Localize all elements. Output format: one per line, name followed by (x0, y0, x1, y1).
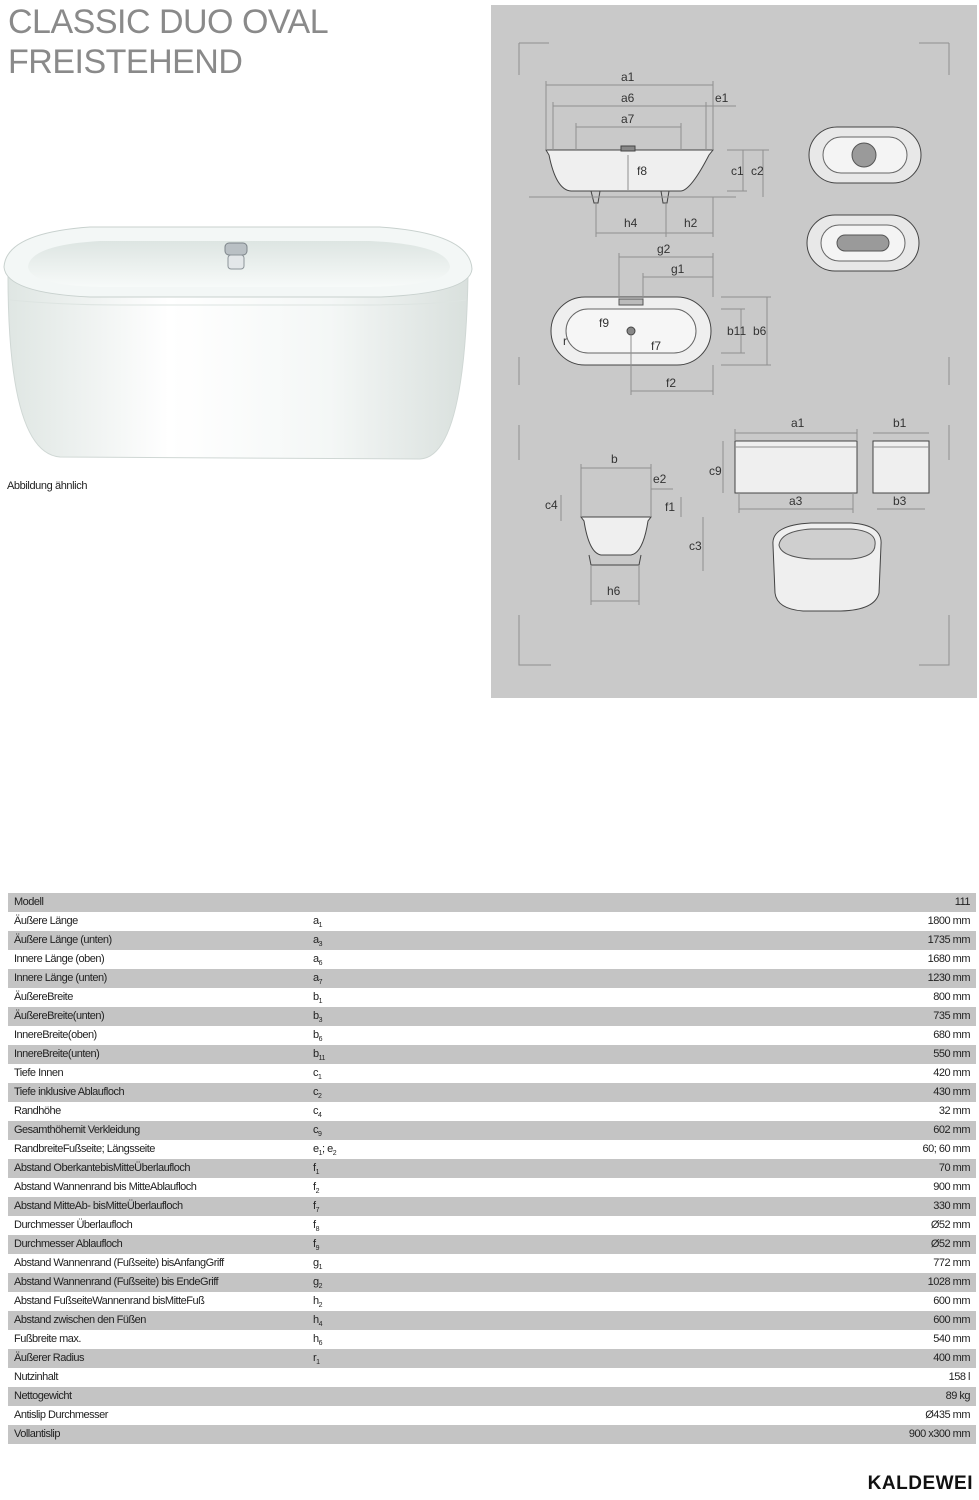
spec-label: Modell (14, 896, 44, 908)
spec-symbol-index-2: 2 (332, 1150, 337, 1158)
spec-symbol (313, 1333, 322, 1347)
spec-row (8, 950, 976, 969)
spec-value: 1230 mm (927, 972, 970, 984)
spec-symbol-index: 1 (318, 1150, 323, 1158)
spec-value: 430 mm (933, 1086, 970, 1098)
spec-symbol-letter: c (313, 1105, 318, 1117)
spec-row (8, 1121, 976, 1140)
spec-row (8, 988, 976, 1007)
spec-value: 800 mm (933, 991, 970, 1003)
spec-row (8, 1045, 976, 1064)
product-title-line1: CLASSIC DUO OVAL (8, 3, 329, 41)
spec-label: Randhöhe (14, 1105, 61, 1117)
spec-label: Nutzinhalt (14, 1371, 58, 1383)
spec-symbol (313, 1181, 319, 1195)
label-c9: c9 (709, 464, 722, 478)
label-f8: f8 (637, 164, 648, 178)
spec-symbol-index: 11 (318, 1055, 325, 1063)
spec-label: Abstand FußseiteWannenrand bisMitteFuß (14, 1295, 205, 1307)
spec-value: 111 (954, 896, 970, 908)
spec-value: 900 mm (933, 1181, 970, 1193)
spec-value: 330 mm (933, 1200, 970, 1212)
spec-label: Innere Länge (unten) (14, 972, 107, 984)
spec-row (8, 1216, 976, 1235)
spec-symbol-index: 9 (318, 1131, 322, 1139)
spec-symbol-index: 2 (315, 1188, 319, 1196)
spec-value: 420 mm (933, 1067, 970, 1079)
label-h6: h6 (607, 584, 621, 598)
spec-row (8, 1235, 976, 1254)
label-g2: g2 (657, 242, 671, 256)
spec-row (8, 1330, 976, 1349)
label-b11: b11 (727, 324, 747, 338)
spec-value: 1800 mm (927, 915, 970, 927)
spec-symbol-index: 1 (316, 1359, 320, 1367)
label-c1: c1 (731, 164, 744, 178)
spec-symbol-letter: c (313, 1067, 318, 1079)
spec-symbol (313, 991, 322, 1005)
spec-row (8, 931, 976, 950)
label-a1-elevation: a1 (791, 416, 805, 430)
spec-symbol (313, 1124, 321, 1138)
label-a3: a3 (789, 494, 803, 508)
spec-label: Abstand MitteAb- bisMitteÜberlaufloch (14, 1200, 183, 1212)
spec-row (8, 1368, 976, 1387)
spec-value: Ø52 mm (930, 1238, 970, 1250)
spec-symbol-index: 1 (318, 1074, 322, 1082)
spec-value: 89 kg (945, 1390, 970, 1402)
image-caption: Abbildung ähnlich (7, 480, 88, 492)
spec-symbol-letter: f (313, 1162, 316, 1174)
spec-symbol-letter: f (313, 1181, 316, 1193)
spec-symbol-letter: c (313, 1124, 318, 1136)
spec-row (8, 1273, 976, 1292)
spec-row (8, 1083, 976, 1102)
spec-symbol-index: 6 (318, 1036, 323, 1044)
spec-symbol (313, 915, 322, 929)
label-e2: e2 (653, 472, 667, 486)
spec-label: InnereBreite(unten) (14, 1048, 100, 1060)
label-c2: c2 (751, 164, 764, 178)
spec-symbol-index: 4 (318, 1112, 322, 1120)
spec-value: 550 mm (933, 1048, 970, 1060)
spec-symbol (313, 1105, 321, 1119)
product-title (8, 2, 328, 82)
spec-symbol-index: 3 (318, 941, 323, 949)
spec-symbol-letter: f (313, 1200, 316, 1212)
label-f9: f9 (599, 316, 610, 330)
spec-label: RandbreiteFußseite; Längsseite (14, 1143, 155, 1155)
spec-symbol-letter: a (313, 972, 319, 984)
spec-row (8, 969, 976, 988)
spec-label: ÄußereBreite (14, 991, 73, 1003)
technical-drawing-panel (491, 5, 977, 698)
spec-symbol-index: 9 (315, 1245, 319, 1253)
spec-symbol (313, 1067, 321, 1081)
spec-symbol-index: 8 (315, 1226, 319, 1234)
spec-symbol-letter: e (313, 1143, 319, 1155)
spec-row (8, 1102, 976, 1121)
spec-symbol-letter: b (313, 991, 319, 1003)
spec-value: 540 mm (933, 1333, 970, 1345)
spec-row (8, 1254, 976, 1273)
spec-label: Äußere Länge (unten) (14, 934, 112, 946)
spec-label: ÄußereBreite(unten) (14, 1010, 105, 1022)
spec-label: Durchmesser Ablaufloch (14, 1238, 123, 1250)
spec-label: Vollantislip (14, 1428, 60, 1440)
spec-symbol (313, 1010, 322, 1024)
spec-value: 602 mm (933, 1124, 970, 1136)
spec-symbol-index: 1 (318, 922, 323, 930)
spec-value: 1028 mm (927, 1276, 970, 1288)
spec-symbol-index: 3 (318, 1017, 323, 1025)
spec-symbol-index: 1 (318, 1264, 323, 1272)
spec-symbol-letter: a (313, 934, 319, 946)
brand-logo: KALDEWEI (867, 1473, 973, 1494)
spec-row (8, 1311, 976, 1330)
label-a7: a7 (621, 112, 635, 126)
label-g1: g1 (671, 262, 685, 276)
label-b3: b3 (893, 494, 907, 508)
spec-symbol-letter: h (313, 1295, 319, 1307)
spec-label: Abstand zwischen den Füßen (14, 1314, 146, 1326)
label-a1: a1 (621, 70, 635, 84)
label-h4: h4 (624, 216, 638, 230)
spec-symbol-index: 1 (315, 1169, 319, 1177)
spec-symbol-index: 7 (318, 979, 323, 987)
spec-symbol-letter: a (313, 915, 319, 927)
label-f7: f7 (651, 339, 662, 353)
spec-row (8, 1064, 976, 1083)
spec-label: Abstand Wannenrand (Fußseite) bis EndeGriff (14, 1276, 219, 1288)
spec-symbol-letter: f (313, 1238, 316, 1250)
spec-row (8, 893, 976, 912)
spec-symbol-index: 4 (318, 1321, 323, 1329)
spec-symbol (313, 972, 322, 986)
spec-value: 400 mm (933, 1352, 970, 1364)
label-f2: f2 (666, 376, 677, 390)
spec-symbol (313, 1352, 320, 1366)
spec-symbol-index: 2 (318, 1283, 323, 1291)
spec-symbol (313, 1238, 319, 1252)
label-a6: a6 (621, 91, 635, 105)
spec-label: Fußbreite max. (14, 1333, 81, 1345)
spec-label: Äußere Länge (14, 915, 78, 927)
spec-value: 158 l (948, 1371, 970, 1383)
spec-label: Abstand Wannenrand bis MitteAblaufloch (14, 1181, 197, 1193)
spec-row (8, 1140, 976, 1159)
spec-row (8, 1026, 976, 1045)
spec-symbol-letter: c (313, 1086, 318, 1098)
label-h2: h2 (684, 216, 698, 230)
spec-symbol (313, 934, 322, 948)
spec-symbol-letter: h (313, 1333, 319, 1345)
label-c4: c4 (545, 498, 558, 512)
spec-label: Äußerer Radius (14, 1352, 85, 1364)
spec-value: Ø52 mm (930, 1219, 970, 1231)
label-b1: b1 (893, 416, 907, 430)
spec-label: Gesamthöhemit Verkleidung (14, 1124, 140, 1136)
label-e1: e1 (715, 91, 729, 105)
spec-label: Innere Länge (oben) (14, 953, 105, 965)
spec-value: 32 mm (938, 1105, 970, 1117)
spec-symbol-letter: b (313, 1029, 319, 1041)
label-r: r (563, 334, 567, 348)
spec-symbol (313, 1200, 319, 1214)
spec-label: Tiefe inklusive Ablaufloch (14, 1086, 125, 1098)
spec-symbol-letter: h (313, 1314, 319, 1326)
spec-symbol-letter-2: ; e (322, 1143, 333, 1155)
spec-label: Tiefe Innen (14, 1067, 64, 1079)
spec-value: 1735 mm (927, 934, 970, 946)
spec-symbol-letter: b (313, 1010, 319, 1022)
spec-row (8, 1387, 976, 1406)
spec-symbol (313, 953, 322, 967)
spec-row (8, 1159, 976, 1178)
spec-value: 600 mm (933, 1295, 970, 1307)
spec-symbol (313, 1029, 322, 1043)
spec-value: 900 x300 mm (908, 1428, 970, 1440)
spec-symbol (313, 1295, 322, 1309)
spec-row (8, 1007, 976, 1026)
spec-symbol-letter: b (313, 1048, 319, 1060)
spec-symbol-index: 7 (315, 1207, 319, 1215)
spec-value: 60; 60 mm (922, 1143, 970, 1155)
spec-value: 680 mm (933, 1029, 970, 1041)
spec-symbol-letter: r (313, 1352, 317, 1364)
spec-table (8, 893, 976, 1444)
spec-symbol (313, 1257, 322, 1271)
spec-label: Antislip Durchmesser (14, 1409, 108, 1421)
spec-symbol (313, 1162, 319, 1176)
label-b6: b6 (753, 324, 767, 338)
spec-symbol-index: 6 (318, 1340, 323, 1348)
spec-symbol (313, 1048, 325, 1062)
spec-label: Durchmesser Überlaufloch (14, 1219, 133, 1231)
spec-label: InnereBreite(oben) (14, 1029, 97, 1041)
spec-row (8, 912, 976, 931)
spec-value: 70 mm (938, 1162, 970, 1174)
spec-symbol-index: 2 (318, 1302, 323, 1310)
spec-row (8, 1425, 976, 1444)
spec-symbol-letter: f (313, 1219, 316, 1231)
spec-value: 600 mm (933, 1314, 970, 1326)
spec-symbol-letter: g (313, 1257, 319, 1269)
spec-symbol-letter: a (313, 953, 319, 965)
spec-row (8, 1406, 976, 1425)
spec-value: 772 mm (933, 1257, 970, 1269)
spec-value: 735 mm (933, 1010, 970, 1022)
spec-row (8, 1292, 976, 1311)
spec-row (8, 1197, 976, 1216)
spec-symbol-index: 1 (318, 998, 323, 1006)
label-c3: c3 (689, 539, 702, 553)
spec-symbol-letter: g (313, 1276, 319, 1288)
spec-symbol (313, 1086, 321, 1100)
spec-value: 1680 mm (927, 953, 970, 965)
spec-symbol-index: 2 (318, 1093, 322, 1101)
spec-value: Ø435 mm (925, 1409, 970, 1421)
label-b: b (611, 452, 618, 466)
spec-label: Abstand Wannenrand (Fußseite) bisAnfangGriff (14, 1257, 224, 1269)
spec-row (8, 1178, 976, 1197)
product-title-line2: FREISTEHEND (8, 43, 243, 81)
bathtub-photo (0, 205, 475, 475)
spec-symbol (313, 1276, 322, 1290)
spec-symbol (313, 1219, 319, 1233)
spec-symbol (313, 1314, 322, 1328)
label-f1: f1 (665, 500, 676, 514)
spec-row (8, 1349, 976, 1368)
spec-symbol (313, 1143, 336, 1157)
spec-label: Nettogewicht (14, 1390, 72, 1402)
spec-symbol-index: 6 (318, 960, 323, 968)
spec-label: Abstand OberkantebisMitteÜberlaufloch (14, 1162, 190, 1174)
